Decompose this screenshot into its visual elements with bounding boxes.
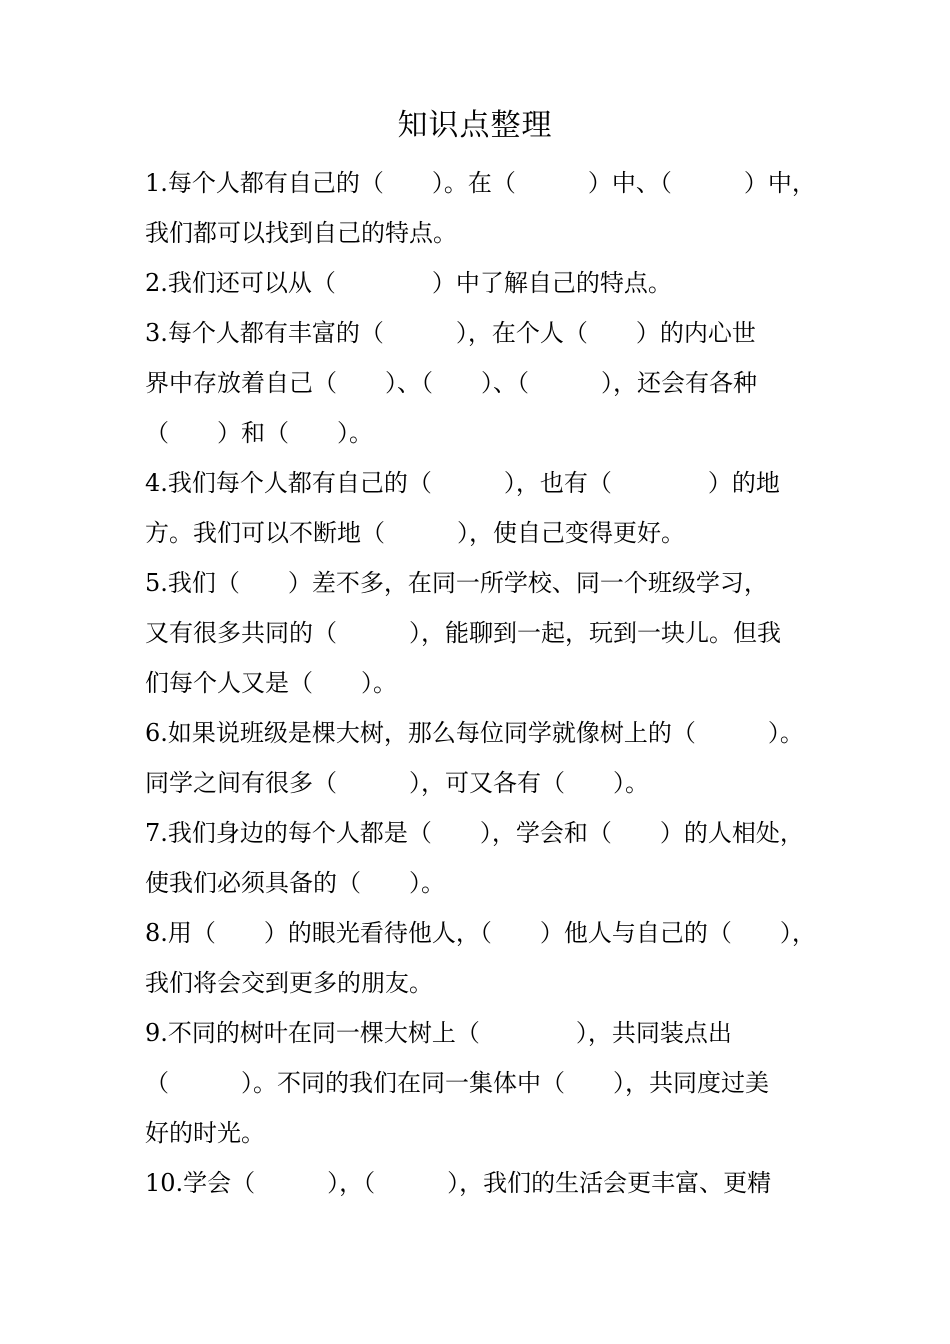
text-line-3: 2.我们还可以从（ ）中了解自己的特点。	[145, 269, 672, 297]
text-line-15: 使我们必须具备的（ ）。	[145, 869, 445, 897]
text-line-17: 我们将会交到更多的朋友。	[145, 969, 433, 997]
text-line-19: （ ）。不同的我们在同一集体中（ ），共同度过美	[145, 1069, 769, 1097]
text-line-2: 我们都可以找到自己的特点。	[145, 219, 457, 247]
text-line-20: 好的时光。	[145, 1119, 265, 1147]
text-line-21: 10.学会（ ），（ ），我们的生活会更丰富、更精	[145, 1169, 772, 1197]
text-line-16: 8.用（ ）的眼光看待他人，（ ）他人与自己的（ ），	[145, 919, 816, 947]
text-line-12: 6.如果说班级是棵大树，那么每位同学就像树上的（ ）。	[145, 719, 804, 747]
text-line-1: 1.每个人都有自己的（ ）。在（ ）中、（ ）中，	[145, 169, 816, 197]
text-line-5: 界中存放着自己（ ）、（ ）、（ ），还会有各种	[145, 369, 757, 397]
text-line-10: 又有很多共同的（ ），能聊到一起，玩到一块儿。但我	[145, 619, 781, 647]
text-line-9: 5.我们（ ）差不多，在同一所学校、同一个班级学习，	[145, 569, 768, 597]
text-line-7: 4.我们每个人都有自己的（ ），也有（ ）的地	[145, 469, 780, 497]
text-line-18: 9.不同的树叶在同一棵大树上（ ），共同装点出	[145, 1019, 732, 1047]
text-line-11: 们每个人又是（ ）。	[145, 669, 397, 697]
text-line-8: 方。我们可以不断地（ ），使自己变得更好。	[145, 519, 685, 547]
text-line-13: 同学之间有很多（ ），可又各有（ ）。	[145, 769, 649, 797]
text-line-14: 7.我们身边的每个人都是（ ），学会和（ ）的人相处，	[145, 819, 804, 847]
page-title: 知识点整理	[397, 108, 553, 143]
text-line-4: 3.每个人都有丰富的（ ），在个人（ ）的内心世	[145, 319, 756, 347]
text-line-6: （ ）和（ ）。	[145, 419, 373, 447]
